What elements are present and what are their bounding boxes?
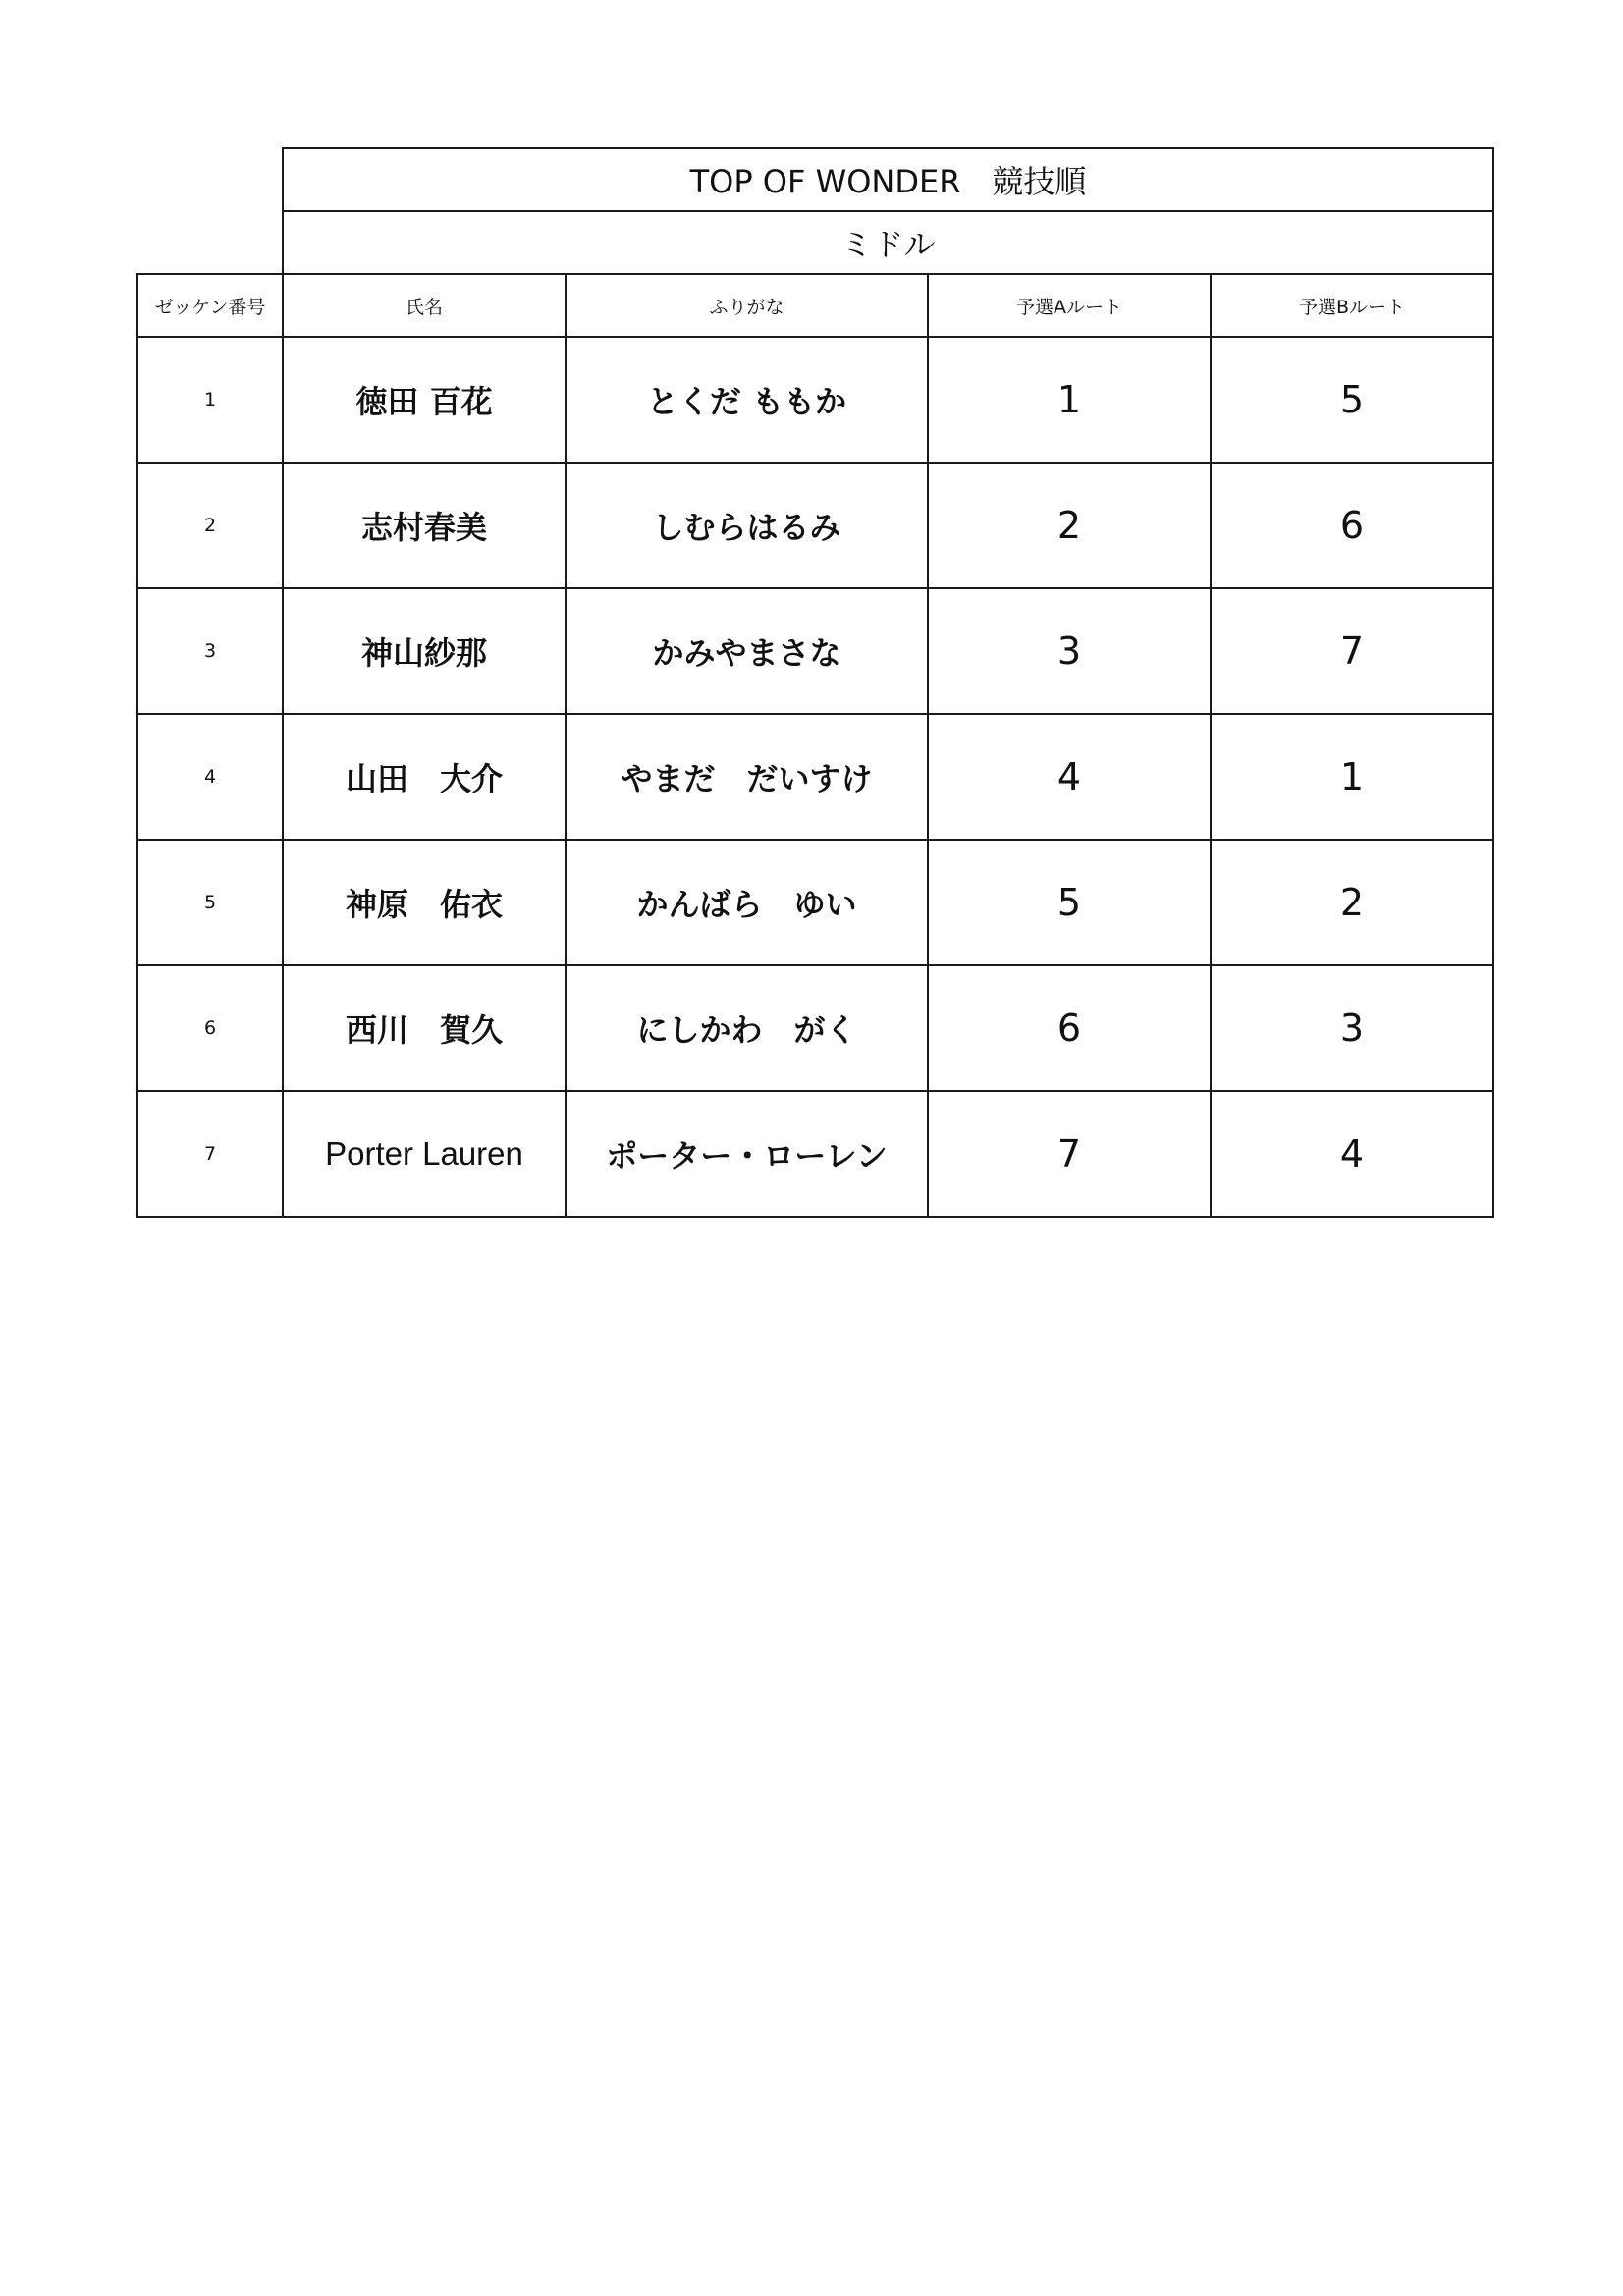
route-a-order: 1 bbox=[928, 337, 1211, 463]
athlete-name: 西川 賀久 bbox=[283, 965, 566, 1091]
athlete-name: Porter Lauren bbox=[283, 1091, 566, 1217]
athlete-name: 志村春美 bbox=[283, 463, 566, 588]
empty-corner-cell bbox=[137, 211, 283, 274]
route-a-order: 4 bbox=[928, 714, 1211, 840]
route-b-order: 5 bbox=[1211, 337, 1493, 463]
route-b-order: 6 bbox=[1211, 463, 1493, 588]
athlete-name: 徳田 百花 bbox=[283, 337, 566, 463]
athlete-furigana: にしかわ がく bbox=[566, 965, 928, 1091]
header-bib: ゼッケン番号 bbox=[137, 274, 283, 337]
athlete-furigana: しむらはるみ bbox=[566, 463, 928, 588]
bib-number: 5 bbox=[137, 840, 283, 965]
athlete-name: 神原 佑衣 bbox=[283, 840, 566, 965]
empty-corner-cell bbox=[137, 148, 283, 211]
header-furigana: ふりがな bbox=[566, 274, 928, 337]
bib-number: 3 bbox=[137, 588, 283, 714]
athlete-name: 山田 大介 bbox=[283, 714, 566, 840]
route-b-order: 3 bbox=[1211, 965, 1493, 1091]
athlete-furigana: ポーター・ローレン bbox=[566, 1091, 928, 1217]
bib-number: 1 bbox=[137, 337, 283, 463]
document-title: TOP OF WONDER 競技順 bbox=[283, 148, 1493, 211]
route-a-order: 2 bbox=[928, 463, 1211, 588]
route-b-order: 1 bbox=[1211, 714, 1493, 840]
bib-number: 4 bbox=[137, 714, 283, 840]
header-route-b: 予選Bルート bbox=[1211, 274, 1493, 337]
athlete-row bbox=[137, 463, 1493, 588]
athlete-row bbox=[137, 1091, 1493, 1217]
route-b-order: 7 bbox=[1211, 588, 1493, 714]
route-a-order: 7 bbox=[928, 1091, 1211, 1217]
route-b-order: 4 bbox=[1211, 1091, 1493, 1217]
header-name: 氏名 bbox=[283, 274, 566, 337]
athlete-furigana: かんばら ゆい bbox=[566, 840, 928, 965]
bib-number: 2 bbox=[137, 463, 283, 588]
route-a-order: 3 bbox=[928, 588, 1211, 714]
header-route-a: 予選Aルート bbox=[928, 274, 1211, 337]
athlete-row bbox=[137, 337, 1493, 463]
athlete-row bbox=[137, 840, 1493, 965]
title-row bbox=[137, 148, 1493, 211]
start-order-sheet bbox=[136, 147, 1494, 1218]
athlete-furigana: かみやまさな bbox=[566, 588, 928, 714]
athlete-row bbox=[137, 965, 1493, 1091]
athlete-row bbox=[137, 588, 1493, 714]
column-header-row bbox=[137, 274, 1493, 337]
athlete-name: 神山紗那 bbox=[283, 588, 566, 714]
athlete-row bbox=[137, 714, 1493, 840]
athlete-furigana: やまだ だいすけ bbox=[566, 714, 928, 840]
route-a-order: 5 bbox=[928, 840, 1211, 965]
bib-number: 6 bbox=[137, 965, 283, 1091]
start-order-table bbox=[136, 147, 1494, 1218]
category-label: ミドル bbox=[283, 211, 1493, 274]
route-a-order: 6 bbox=[928, 965, 1211, 1091]
bib-number: 7 bbox=[137, 1091, 283, 1217]
category-row bbox=[137, 211, 1493, 274]
athlete-furigana: とくだ ももか bbox=[566, 337, 928, 463]
route-b-order: 2 bbox=[1211, 840, 1493, 965]
